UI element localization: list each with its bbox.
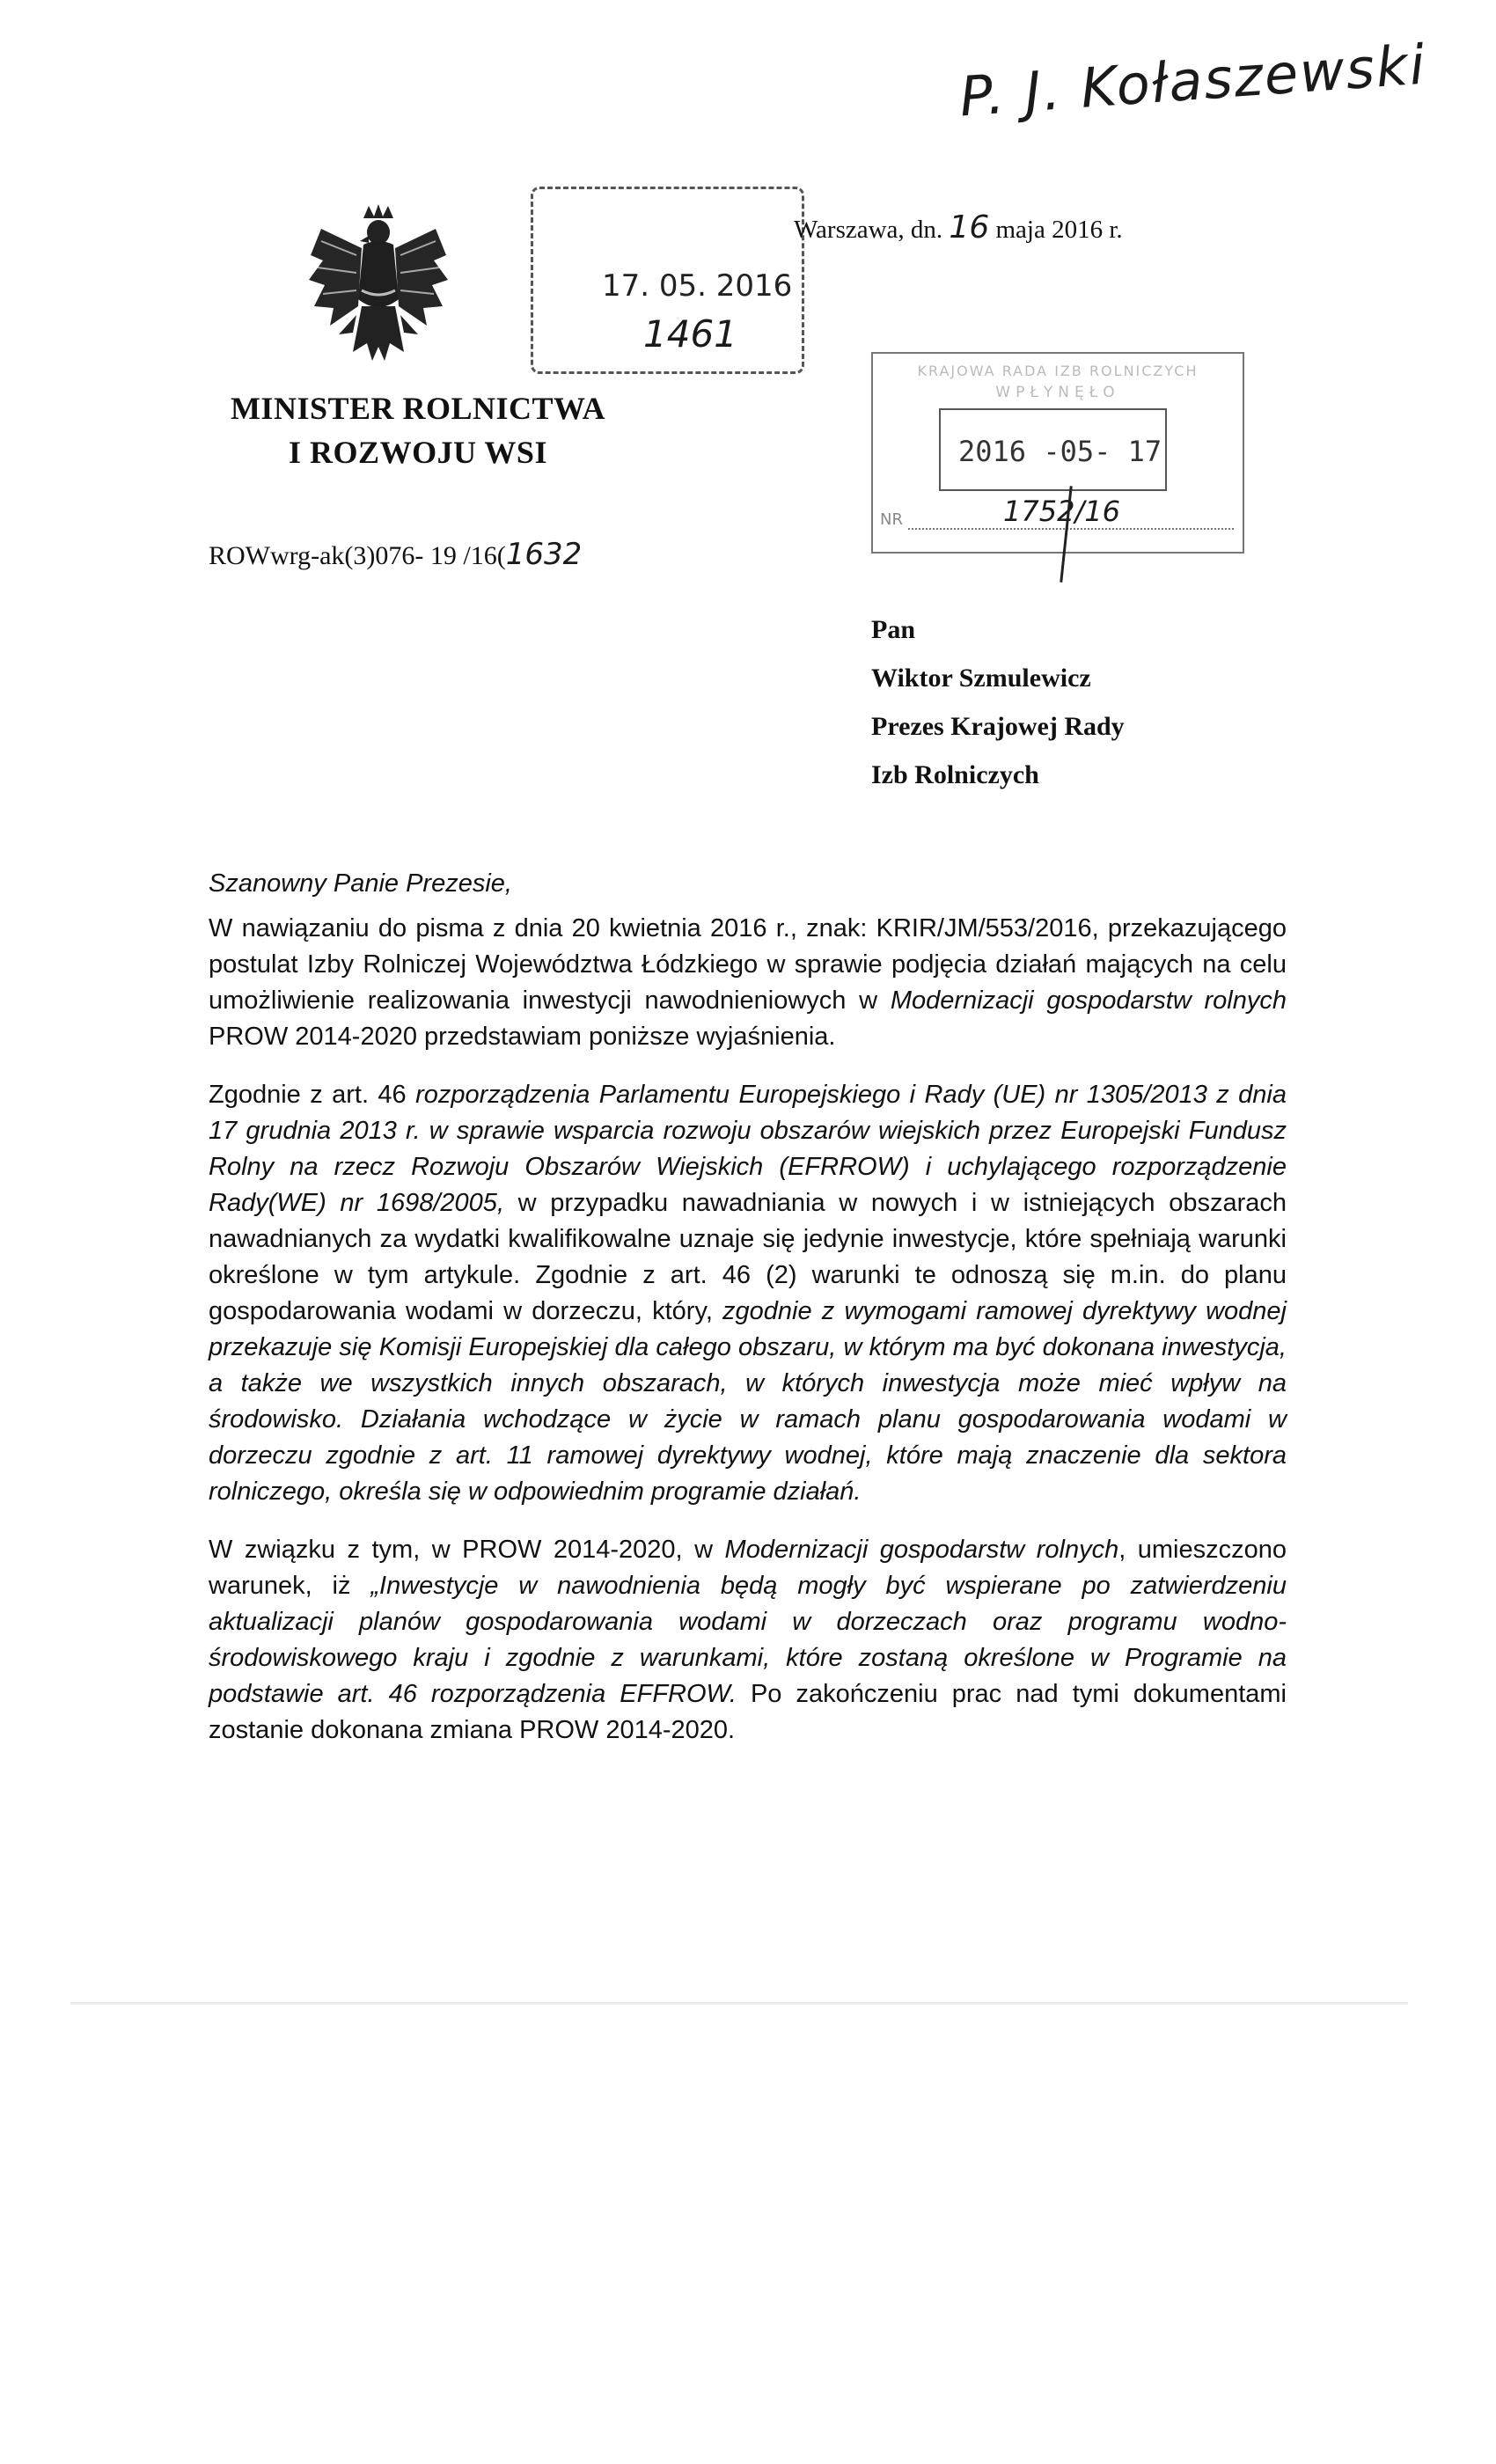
- ministry-name-line1: MINISTER ROLNICTWA: [230, 391, 606, 426]
- reference-number: ROWwrg-ak(3)076- 19 /16(: [209, 541, 506, 570]
- p3-text-b: , umieszczono warunek, iż: [209, 1536, 1287, 1600]
- paragraph-1: [209, 911, 1287, 1055]
- recipient-line4: Izb Rolniczych: [871, 760, 1039, 789]
- registry-stamp-number: 1752/16: [1003, 495, 1120, 528]
- recipient-block: [871, 605, 1125, 799]
- registry-stamp-nr-label: NR: [880, 510, 903, 529]
- recipient-line2: Wiktor Szmulewicz: [871, 664, 1091, 693]
- p2-italic-2: zgodnie z wymogami ramowej dyrektywy wodnej przekazuje się Komisji Europejskiej dla całego obszaru, w którym ma być dokonana inwestycja, a także we wszystkich innych obszarach, w których inwestycja może mieć wpływ na środowisko. Działania wchodzące w życie w ramach planu gospodarowania wodami w dorzeczu zgodnie z art. 11 ramowej dyrektywy wodnej, które mają znaczenie dla sektora rolniczego, określa się w odpowiednim programie działań.: [209, 1297, 1287, 1506]
- salutation: Szanowny Panie Prezesie,: [209, 869, 512, 898]
- ministry-name-line2: I ROZWOJU WSI: [289, 435, 547, 470]
- received-stamp: [531, 187, 804, 374]
- p3-text-a: W związku z tym, w PROW 2014-2020, w: [209, 1536, 725, 1564]
- paragraph-2: [209, 1077, 1287, 1510]
- letter-body: [209, 911, 1287, 1771]
- place-date-label: Warszawa, dn.: [794, 216, 943, 244]
- registry-stamp: [871, 352, 1244, 554]
- registry-stamp-header2: WPŁYNĘŁO: [995, 384, 1120, 401]
- received-stamp-number: 1461: [643, 312, 737, 356]
- place-date-rest: maja 2016 r.: [995, 216, 1123, 244]
- p1-italic: Modernizacji gospodarstw rolnych: [890, 986, 1287, 1015]
- p2-italic-1: rozporządzenia Parlamentu Europejskiego i Rady (UE) nr 1305/2013 z dnia 17 grudnia 2013 r. w sprawie wsparcia rozwoju obszarów wiejskich przez Europejski Fundusz Rolny na rzecz Rozwoju Obszarów Wiejskich (EFRROW) i uchylającego rozporządzenie Rady(WE) nr 1698/2005,: [209, 1081, 1287, 1217]
- registry-stamp-date-box: [939, 408, 1167, 491]
- reference-line: [209, 537, 582, 572]
- p1-text-a: W nawiązaniu do pisma z dnia 20 kwietnia 2016 r., znak: KRIR/JM/553/2016, przekazującego postulat Izby Rolniczej Województwa Łódzkiego w sprawie podjęcia działań mających na celu umożliwienie realizowania inwestycji nawodnieniowych w: [209, 914, 1287, 1015]
- scan-artifact-line: [70, 2002, 1408, 2005]
- p3-italic-2: „Inwestycje w nawodnienia będą mogły być wspierane po zatwierdzeniu aktualizacji planów gospodarowania wodami w dorzeczach oraz programu wodno-środowiskowego kraju i zgodnie z warunkami, które zostaną określone w Programie na podstawie art. 46 rozporządzenia EFFROW.: [209, 1572, 1287, 1708]
- p3-text-c: Po zakończeniu prac nad tymi dokumentami zostanie dokonana zmiana PROW 2014-2020.: [209, 1680, 1287, 1744]
- registry-stamp-nr-line: [908, 528, 1234, 530]
- p1-text-b: PROW 2014-2020 przedstawiam poniższe wyjaśnienia.: [209, 1023, 836, 1051]
- registry-stamp-header1: KRAJOWA RADA IZB ROLNICZYCH: [917, 363, 1199, 379]
- p3-italic-1: Modernizacji gospodarstw rolnych: [724, 1536, 1119, 1564]
- registry-stamp-date: 2016 -05- 17: [958, 435, 1162, 468]
- recipient-line3: Prezes Krajowej Rady: [871, 712, 1125, 741]
- handwritten-reference-suffix: 1632: [505, 537, 583, 572]
- handwritten-initials: P. J. Kołaszewski: [957, 32, 1429, 129]
- p2-text-b: w przypadku nawadniania w nowych i w istniejących obszarach nawadnianych za wydatki kwalifikowalne uznaje się jedynie inwestycje, które spełniają warunki określone w tym artykule. Zgodnie z art. 46 (2) warunki te odnoszą się m.in. do planu gospodarowania wodami w dorzeczu, który,: [209, 1189, 1287, 1325]
- place-date-line: [794, 209, 1123, 246]
- handwritten-date-day: 16: [949, 209, 990, 246]
- paragraph-3: [209, 1532, 1287, 1749]
- recipient-line1: Pan: [871, 615, 916, 644]
- eagle-emblem-icon: [304, 202, 453, 378]
- received-stamp-date: 17. 05. 2016: [602, 268, 793, 304]
- p2-text-a: Zgodnie z art. 46: [209, 1081, 416, 1109]
